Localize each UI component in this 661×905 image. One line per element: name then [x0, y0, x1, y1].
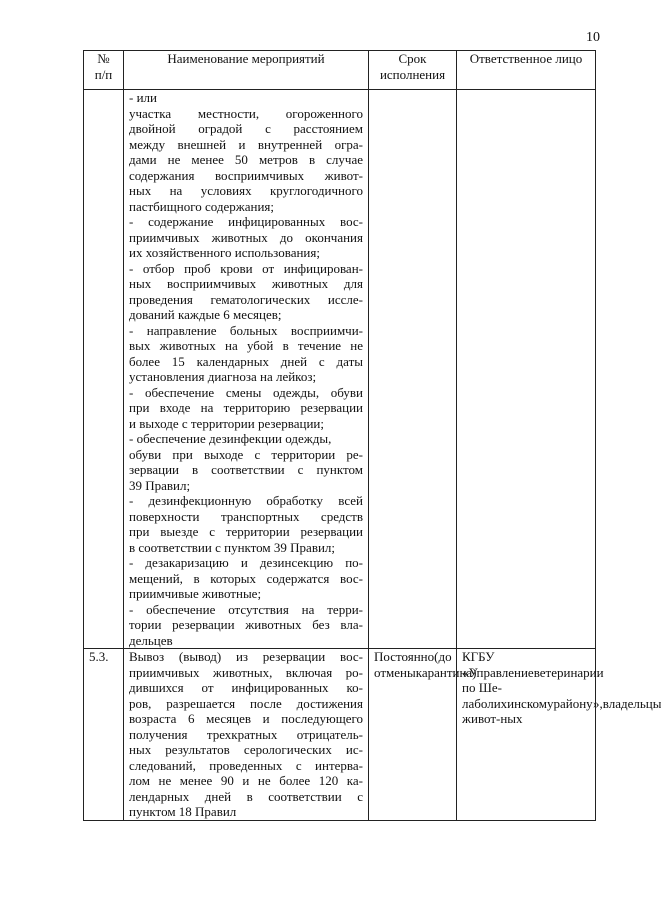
cell-number: 5.3. — [84, 649, 124, 821]
text-line: дельцев — [129, 632, 173, 648]
text-line: приимчивые животные; — [129, 586, 262, 601]
text-line: дований каждые 6 месяцев; — [129, 307, 282, 322]
text-line: мещений, в которых содержатся вос- — [129, 570, 363, 586]
cell-term — [369, 90, 457, 649]
text-line: двойной оградой с расстоянием — [129, 121, 363, 136]
text-line: ных — [500, 711, 523, 726]
text-line: лом не менее 90 и не более 120 ка- — [129, 773, 363, 788]
text-line: тории резервации животных без вла- — [129, 617, 363, 632]
text-line: содержания восприимчивых живот- — [129, 167, 363, 183]
text-line: лаболихинскому — [462, 695, 554, 711]
text-line: ров, разрешается после достижения — [129, 695, 363, 711]
text-line: пунктом 18 Правил — [129, 804, 237, 819]
text-line: установления диагноза на лейкоз; — [129, 369, 317, 384]
header-number-label: № п/п — [94, 51, 113, 82]
text-line: лендарных дней в соответствии с — [129, 788, 363, 804]
text-line: владельцы живот- — [462, 695, 661, 726]
text-line: следований, проведенных с интерва- — [129, 757, 363, 773]
text-line: между внешней и внутренней огра- — [129, 136, 363, 152]
text-line: их хозяйственного использования; — [129, 245, 320, 260]
page-number: 10 — [586, 30, 600, 45]
text-line: более 15 календарных дней с даты — [129, 353, 363, 369]
text-line: карантина) — [415, 664, 477, 680]
table-row-continuation — [84, 90, 596, 649]
text-line: дившихся от инфицированных ко- — [129, 680, 363, 695]
text-line: обуви при выходе с территории ре- — [129, 446, 363, 462]
text-line: Постоянно — [374, 649, 435, 664]
header-term — [369, 51, 457, 90]
text-line: участка местности, огороженного — [129, 105, 363, 121]
text-line: - обеспечение отсутствия на терри- — [129, 601, 363, 617]
text-line: - отбор проб крови от инфицирован- — [129, 260, 363, 276]
text-line: - обеспечение смены одежды, обуви — [129, 384, 363, 400]
cell-measure-text — [124, 90, 369, 649]
text-line: приимчивых животных до окончания — [129, 229, 363, 245]
text-line: вых животных на убой в течение не — [129, 338, 363, 353]
text-line: району», — [553, 695, 603, 711]
cell-term — [369, 649, 477, 821]
text-line: - или — [129, 90, 157, 105]
text-line: дами не менее 50 метров в случае — [129, 152, 363, 167]
cell-measure-text — [124, 649, 369, 821]
text-line: ных на условиях круглогодичного — [129, 183, 363, 198]
cell-responsible — [457, 90, 596, 649]
table-row-5-3 — [84, 649, 596, 821]
text-line: ветеринарии по Ше- — [462, 664, 604, 695]
text-line: - дезинфекционную обработку всей — [129, 493, 363, 508]
header-number — [84, 51, 124, 90]
text-line: Вывоз (вывод) из резервации вос- — [129, 649, 363, 664]
text-line: ных восприимчивых животных для — [129, 276, 363, 291]
text-line: - дезакаризацию и дезинсекцию по- — [129, 555, 363, 570]
cell-number — [84, 90, 124, 649]
text-line: возраста 6 месяцев и последующего — [129, 711, 363, 726]
text-line: поверхности транспортных средств — [129, 508, 363, 524]
text-line: пастбищного содержания; — [129, 198, 275, 214]
text-line: - содержание инфицированных вос- — [129, 214, 363, 229]
text-line: зервации в соответствии с пунктом — [129, 462, 363, 477]
measures-table — [83, 50, 661, 821]
header-term-label: Срок исполнения — [379, 51, 446, 82]
text-line: проведения гематологических иссле- — [129, 291, 363, 307]
text-line: получения трехкратных отрицатель- — [129, 726, 363, 742]
text-line: и выходе с территории резервации; — [129, 415, 324, 431]
text-line: приимчивых животных, включая ро- — [129, 664, 363, 680]
text-line: - обеспечение дезинфекции одежды, — [129, 431, 332, 446]
header-measure-name: Наименование мероприятий — [124, 51, 369, 90]
text-line: при входе на территорию резервации — [129, 400, 363, 415]
text-line: - направление больных восприимчи- — [129, 322, 363, 338]
header-responsible: Ответственное лицо — [457, 51, 596, 90]
cell-responsible — [457, 649, 661, 821]
text-line: ных результатов серологических ис- — [129, 742, 363, 757]
text-line: КГБУ «Управление — [462, 649, 534, 680]
text-line: при выезде с территории резервации — [129, 524, 363, 539]
text-line: 39 Правил; — [129, 477, 191, 493]
table-header-row — [84, 51, 596, 90]
text-line: в соответствии с пунктом 39 Правил; — [129, 539, 336, 555]
text-line: (до отмены — [374, 649, 452, 680]
